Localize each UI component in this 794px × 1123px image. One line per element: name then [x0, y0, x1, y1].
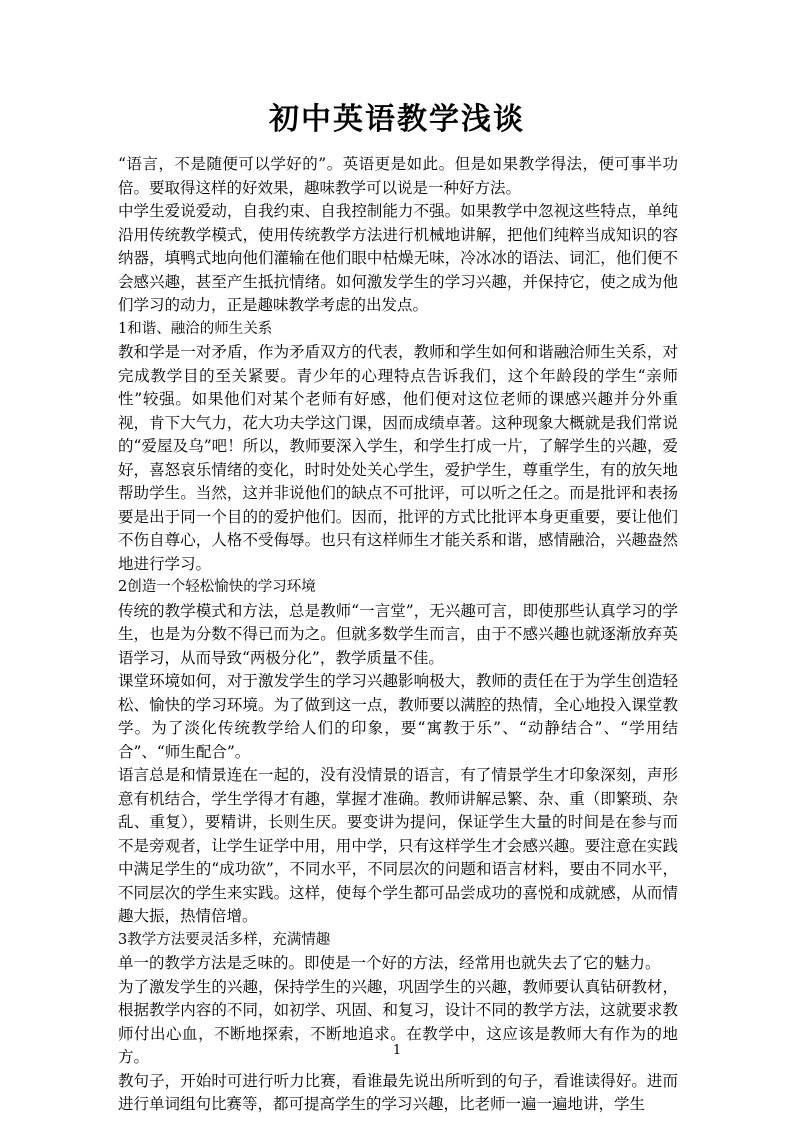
paragraph-intro-2: 中学生爱说爱动，自我约束、自我控制能力不强。如果教学中忽视这些特点，单纯沿用传统教学模式，使用传统教学方法进行机械地讲解，把他们纯粹当成知识的容纳器，填鸭式地向他们灌输在他们眼中枯燥无味，冷冰冰的语法、词汇，他们便不会感兴趣，甚至产生抵抗情绪。如何激发学生的学习兴趣，并保持它，使之成为他们学习的动力，正是趣味教学考虑的出发点。 [118, 202, 678, 314]
section-heading-3: 3教学方法要灵活多样，充满情趣 [118, 931, 331, 948]
paragraph-intro-1: “语言，不是随便可以学好的”。英语更是如此。但是如果教学得法，便可事半功倍。要取得这样的好效果，趣味教学可以说是一种好方法。 [118, 155, 678, 197]
paragraph-section-3b: 为了激发学生的兴趣，保持学生的兴趣，巩固学生的兴趣，教师要认真钻研教材，根据教学内容的不同，如初学、巩固、和复习，设计不同的教学方法，这就要求教师付出心血，不断地探索，不断地追求。在教学中，这应该是教师大有作为的地方。 [118, 977, 678, 1066]
section-heading-2: 2创造一个轻松愉快的学习环境 [118, 579, 316, 595]
paragraph-section-3c: 教句子，开始时可进行听力比赛，看谁最先说出所听到的句子，看谁读得好。进而进行单词组句比赛等，都可提高学生的学习兴趣，比老师一遍一遍地讲，学生 [118, 1071, 678, 1113]
paragraph-section-1: 教和学是一对矛盾，作为矛盾双方的代表，教师和学生如何和谐融洽师生关系，对完成教学目的至关紧要。青少年的心理特点告诉我们，这个年龄段的学生“亲师性”较强。如果他们对某个老师有好感，他们便对这位老师的课感兴趣并分外重视，肯下大气力，花大功夫学这门课，因而成绩卓著。这种现象大概就是我们常说的“爱屋及乌”吧！所以，教师要深入学生，和学生打成一片，了解学生的兴趣，爱好，喜怒哀乐情绪的变化，时时处处关心学生，爱护学生，尊重学生，有的放矢地帮助学生。当然，这并非说他们的缺点不可批评，可以听之任之。而是批评和表扬要是出于同一个目的的爱护他们。因而，批评的方式比批评本身更重要，要让他们不伤自尊心，人格不受侮辱。也只有这样师生才能关系和谐，感情融洽，兴趣盎然地进行学习。 [118, 343, 678, 573]
section-heading-1: 1和谐、融洽的师生关系 [118, 320, 273, 337]
paragraph-section-3a: 单一的教学方法是乏味的。即使是一个好的方法，经常用也就失去了它的魅力。 [118, 954, 661, 972]
page-number: 1 [392, 1043, 402, 1058]
paragraph-section-2b: 课堂环境如何，对于激发学生的学习兴趣影响极大，教师的责任在于为学生创造轻松、愉快的学习环境。为了做到这一点，教师要以满腔的热情，全心地投入课堂教学。为了淡化传统教学给人们的印象，要“寓教于乐”、“动静结合”、“学用结合”、“师生配合”。 [118, 672, 678, 761]
document-title: 初中英语教学浅谈 [269, 102, 525, 137]
paragraph-section-2a: 传统的教学模式和方法，总是教师“一言堂”，无兴趣可言，即使那些认真学习的学生，也是为分数不得已而为之。但就多数学生而言，由于不感兴趣也就逐渐放弃英语学习，从而导致“两极分化”，教学质量不佳。 [118, 601, 678, 667]
document-body [118, 153, 678, 1117]
paragraph-section-2c: 语言总是和情景连在一起的，没有没情景的语言，有了情景学生才印象深刻，声形意有机结合，学生学得才有趣，掌握才准确。教师讲解忌繁、杂、重（即繁琐、杂乱、重复），要精讲，长则生厌。要变讲为提问，保证学生大量的时间是在参与而不是旁观者，让学生证学中用，用中学，只有这样学生才会感兴趣。要注意在实践中满足学生的“成功欲”，不同水平，不同层次的问题和语言材料，要由不同水平，不同层次的学生来实践。这样，使每个学生都可品尝成功的喜悦和成就感，从而情趣大振，热情倍增。 [118, 766, 678, 925]
